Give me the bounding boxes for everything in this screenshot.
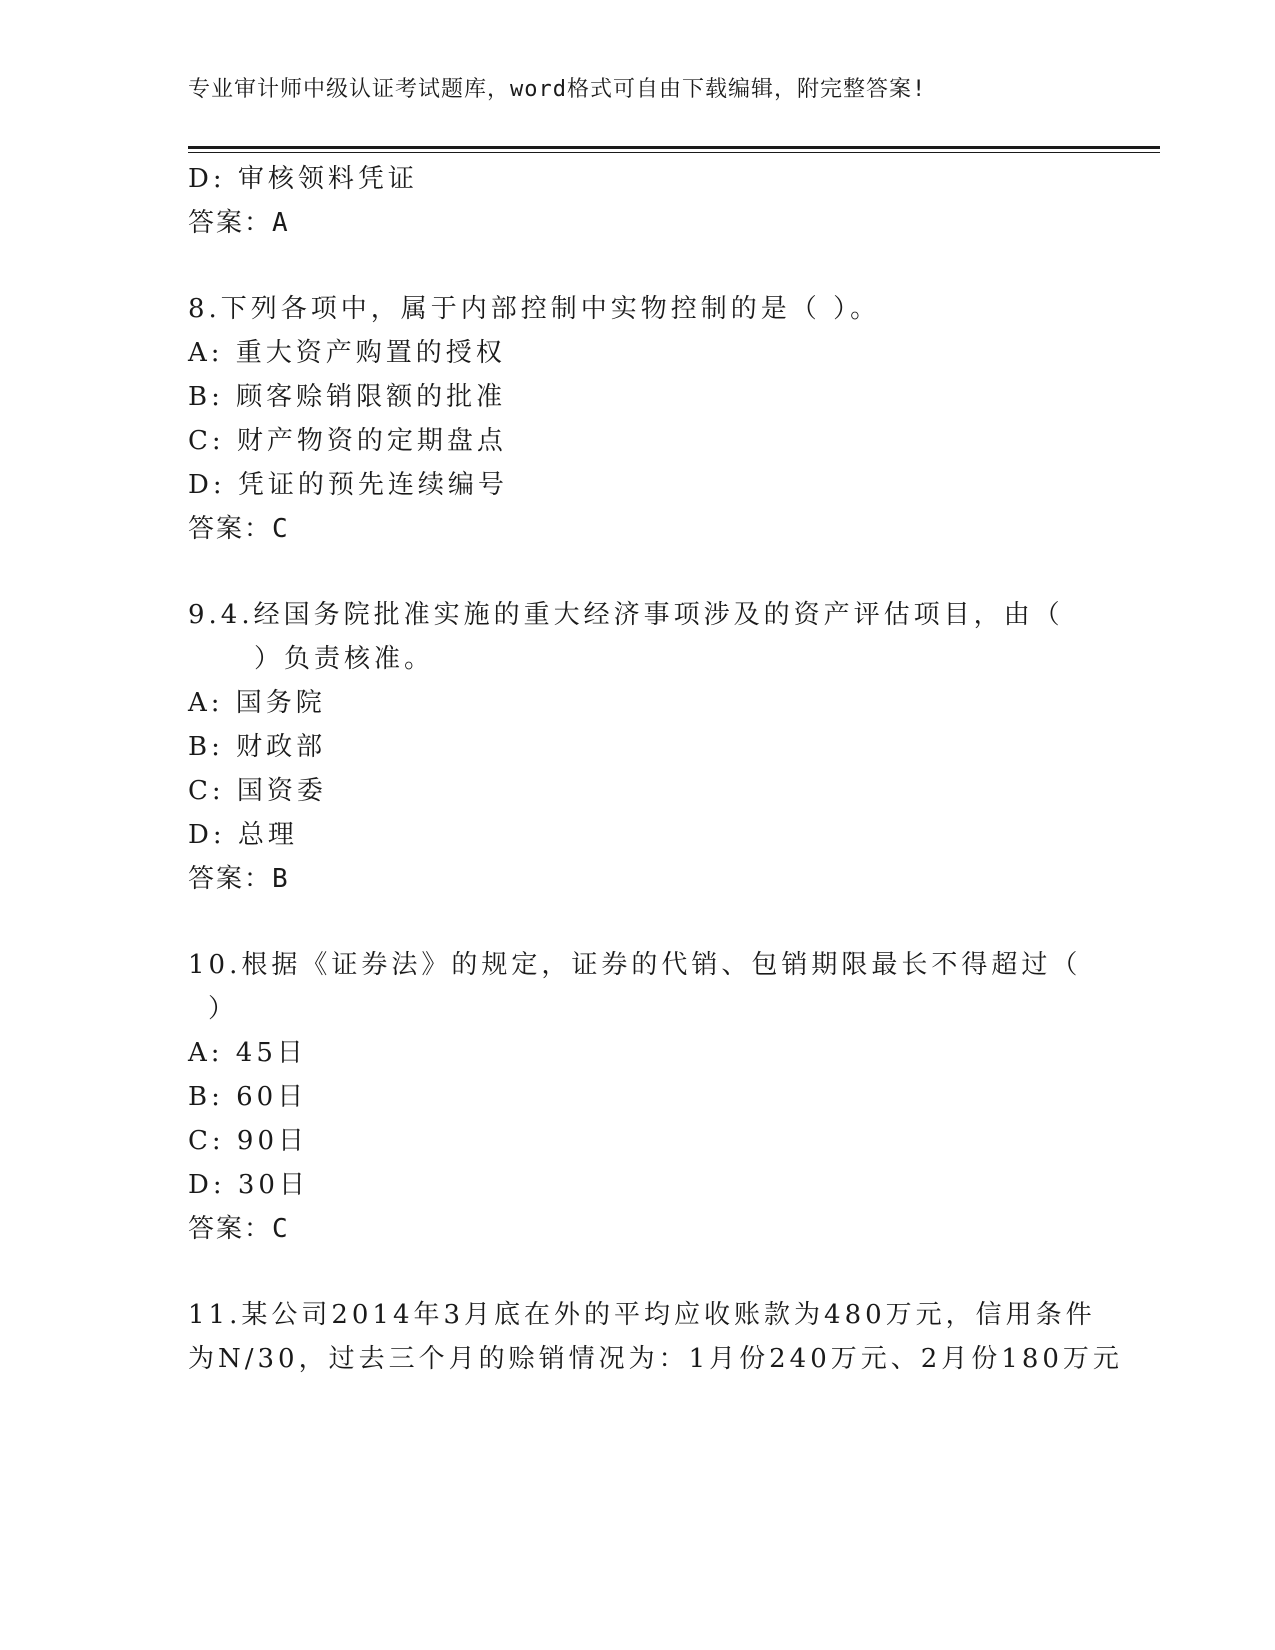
q9-option-a: A: 国务院	[188, 688, 326, 718]
page-header: 专业审计师中级认证考试题库，word格式可自由下载编辑，附完整答案!	[188, 77, 927, 102]
q7-answer	[188, 202, 290, 239]
q8-option-b: B: 顾客赊销限额的批准	[188, 382, 507, 412]
q10-answer	[188, 1208, 290, 1245]
q7-option-d: D: 审核领料凭证	[188, 164, 418, 194]
q8-answer	[188, 508, 290, 545]
q9-stem-line2: ）负责核准。	[254, 644, 435, 674]
q7-answer-value: A	[272, 208, 290, 238]
q11-stem-line1: 11.某公司2014年3月底在外的平均应收账款为480万元，信用条件	[188, 1300, 1096, 1330]
q8-option-d: D: 凭证的预先连续编号	[188, 470, 508, 500]
q10-stem-line2: ）	[208, 994, 239, 1024]
q8-answer-value: C	[272, 514, 290, 544]
q9-answer-value: B	[272, 864, 290, 894]
q11-stem-line2: 为N/30，过去三个月的赊销情况为：1月份240万元、2月份180万元	[188, 1344, 1123, 1374]
q7-answer-label: 答案：	[188, 208, 273, 238]
q9-stem-line1: 9.4.经国务院批准实施的重大经济事项涉及的资产评估项目，由（	[188, 600, 1064, 630]
q9-option-d: D: 总理	[188, 820, 298, 850]
q8-option-c: C: 财产物资的定期盘点	[188, 426, 507, 456]
q8-option-a: A: 重大资产购置的授权	[188, 338, 506, 368]
q10-option-b: B: 60日	[188, 1082, 308, 1112]
q9-option-b: B: 财政部	[188, 732, 327, 762]
q9-option-c: C: 国资委	[188, 776, 327, 806]
q9-answer-label: 答案：	[188, 864, 273, 894]
q10-option-c: C: 90日	[188, 1126, 309, 1156]
q10-answer-label: 答案：	[188, 1214, 273, 1244]
q8-stem: 8.下列各项中，属于内部控制中实物控制的是（ ）。	[188, 294, 881, 324]
q10-answer-value: C	[272, 1214, 290, 1244]
header-rule-thin	[188, 152, 1160, 153]
q8-answer-label: 答案：	[188, 514, 273, 544]
header-rule-thick	[188, 146, 1160, 149]
q10-stem-line1: 10.根据《证券法》的规定，证券的代销、包销期限最长不得超过（	[188, 950, 1082, 980]
q9-answer	[188, 858, 290, 895]
q10-option-d: D: 30日	[188, 1170, 309, 1200]
q10-option-a: A: 45日	[188, 1038, 307, 1068]
